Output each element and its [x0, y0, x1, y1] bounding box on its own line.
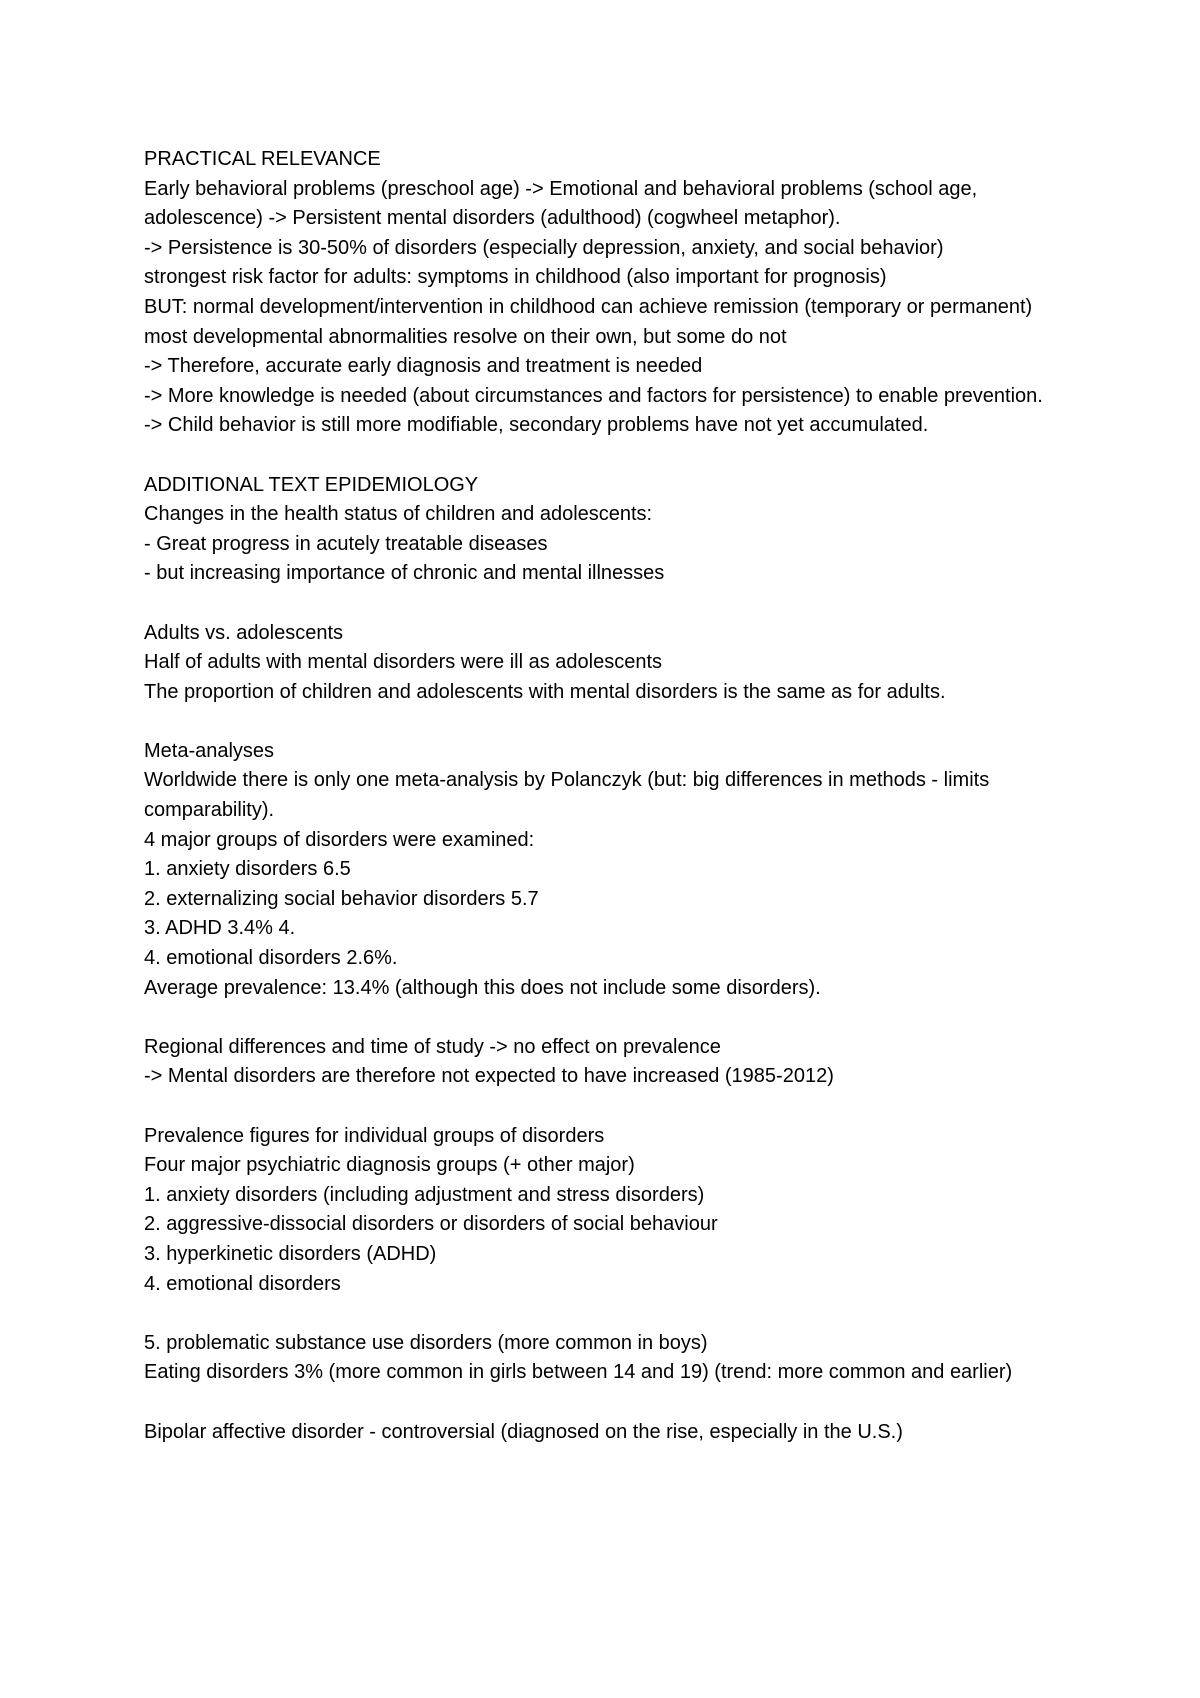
text-line: Four major psychiatric diagnosis groups (+ other major) — [144, 1154, 635, 1177]
text-line: Early behavioral problems (preschool age) -> Emotional and behavioral problems (school age, adolescence) -> Persistent mental disorders (adulthood) (cogwheel metaphor). — [144, 177, 978, 230]
text-line: Bipolar affective disorder - controversial (diagnosed on the rise, especially in the U.S.) — [144, 1420, 903, 1443]
text-line: most developmental abnormalities resolve on their own, but some do not — [144, 325, 787, 348]
text-line: BUT: normal development/intervention in childhood can achieve remission (temporary or permanent) — [144, 295, 1033, 318]
text-line: Changes in the health status of children and adolescents: — [144, 503, 653, 526]
text-line: -> Persistence is 30-50% of disorders (especially depression, anxiety, and social behavior) — [144, 236, 944, 259]
text-line: strongest risk factor for adults: symptoms in childhood (also important for prognosis) — [144, 266, 887, 289]
text-line: Eating disorders 3% (more common in girls between 14 and 19) (trend: more common and earlier) — [144, 1361, 1013, 1384]
text-line: The proportion of children and adolescents with mental disorders is the same as for adults. — [144, 680, 946, 703]
text-line: -> Therefore, accurate early diagnosis and treatment is needed — [144, 355, 703, 378]
text-line: Regional differences and time of study -> no effect on prevalence — [144, 1035, 721, 1058]
list-item: 4. emotional disorders — [144, 1272, 341, 1295]
text-line: -> Child behavior is still more modifiable, secondary problems have not yet accumulated. — [144, 414, 929, 437]
section-heading: PRACTICAL RELEVANCE — [144, 148, 381, 170]
text-line: Half of adults with mental disorders were ill as adolescents — [144, 651, 663, 674]
list-item: 5. problematic substance use disorders (more common in boys) — [144, 1331, 708, 1354]
section-bipolar — [144, 1418, 1084, 1448]
text-line: Worldwide there is only one meta-analysis by Polanczyk (but: big differences in methods - limits comparability). — [144, 769, 990, 822]
section-other-disorders — [144, 1329, 1084, 1388]
section-adults-vs-adolescents — [144, 619, 1084, 708]
list-item: - Great progress in acutely treatable diseases — [144, 532, 548, 555]
section-heading: Meta-analyses — [144, 739, 275, 762]
section-additional-text-epidemiology — [144, 471, 1084, 589]
section-regional-differences — [144, 1033, 1084, 1092]
text-line: -> More knowledge is needed (about circumstances and factors for persistence) to enable prevention. — [144, 384, 1043, 407]
list-item: 1. anxiety disorders (including adjustment and stress disorders) — [144, 1183, 705, 1206]
list-item: 2. aggressive-dissocial disorders or disorders of social behaviour — [144, 1213, 718, 1236]
list-item: 3. ADHD 3.4% 4. — [144, 917, 296, 940]
document-page — [144, 145, 1084, 1477]
text-line: 4 major groups of disorders were examined: — [144, 828, 535, 851]
list-item: 4. emotional disorders 2.6%. — [144, 947, 398, 970]
text-line: Average prevalence: 13.4% (although this does not include some disorders). — [144, 976, 821, 999]
list-item: 2. externalizing social behavior disorders 5.7 — [144, 887, 539, 910]
list-item: 1. anxiety disorders 6.5 — [144, 858, 351, 881]
section-meta-analyses — [144, 737, 1084, 1003]
section-heading: ADDITIONAL TEXT EPIDEMIOLOGY — [144, 473, 479, 496]
section-heading: Adults vs. adolescents — [144, 621, 343, 644]
section-practical-relevance — [144, 145, 1084, 441]
list-item: - but increasing importance of chronic and mental illnesses — [144, 562, 665, 585]
section-heading: Prevalence figures for individual groups of disorders — [144, 1124, 605, 1147]
section-prevalence-figures — [144, 1122, 1084, 1300]
text-line: -> Mental disorders are therefore not expected to have increased (1985-2012) — [144, 1065, 834, 1088]
list-item: 3. hyperkinetic disorders (ADHD) — [144, 1242, 437, 1265]
